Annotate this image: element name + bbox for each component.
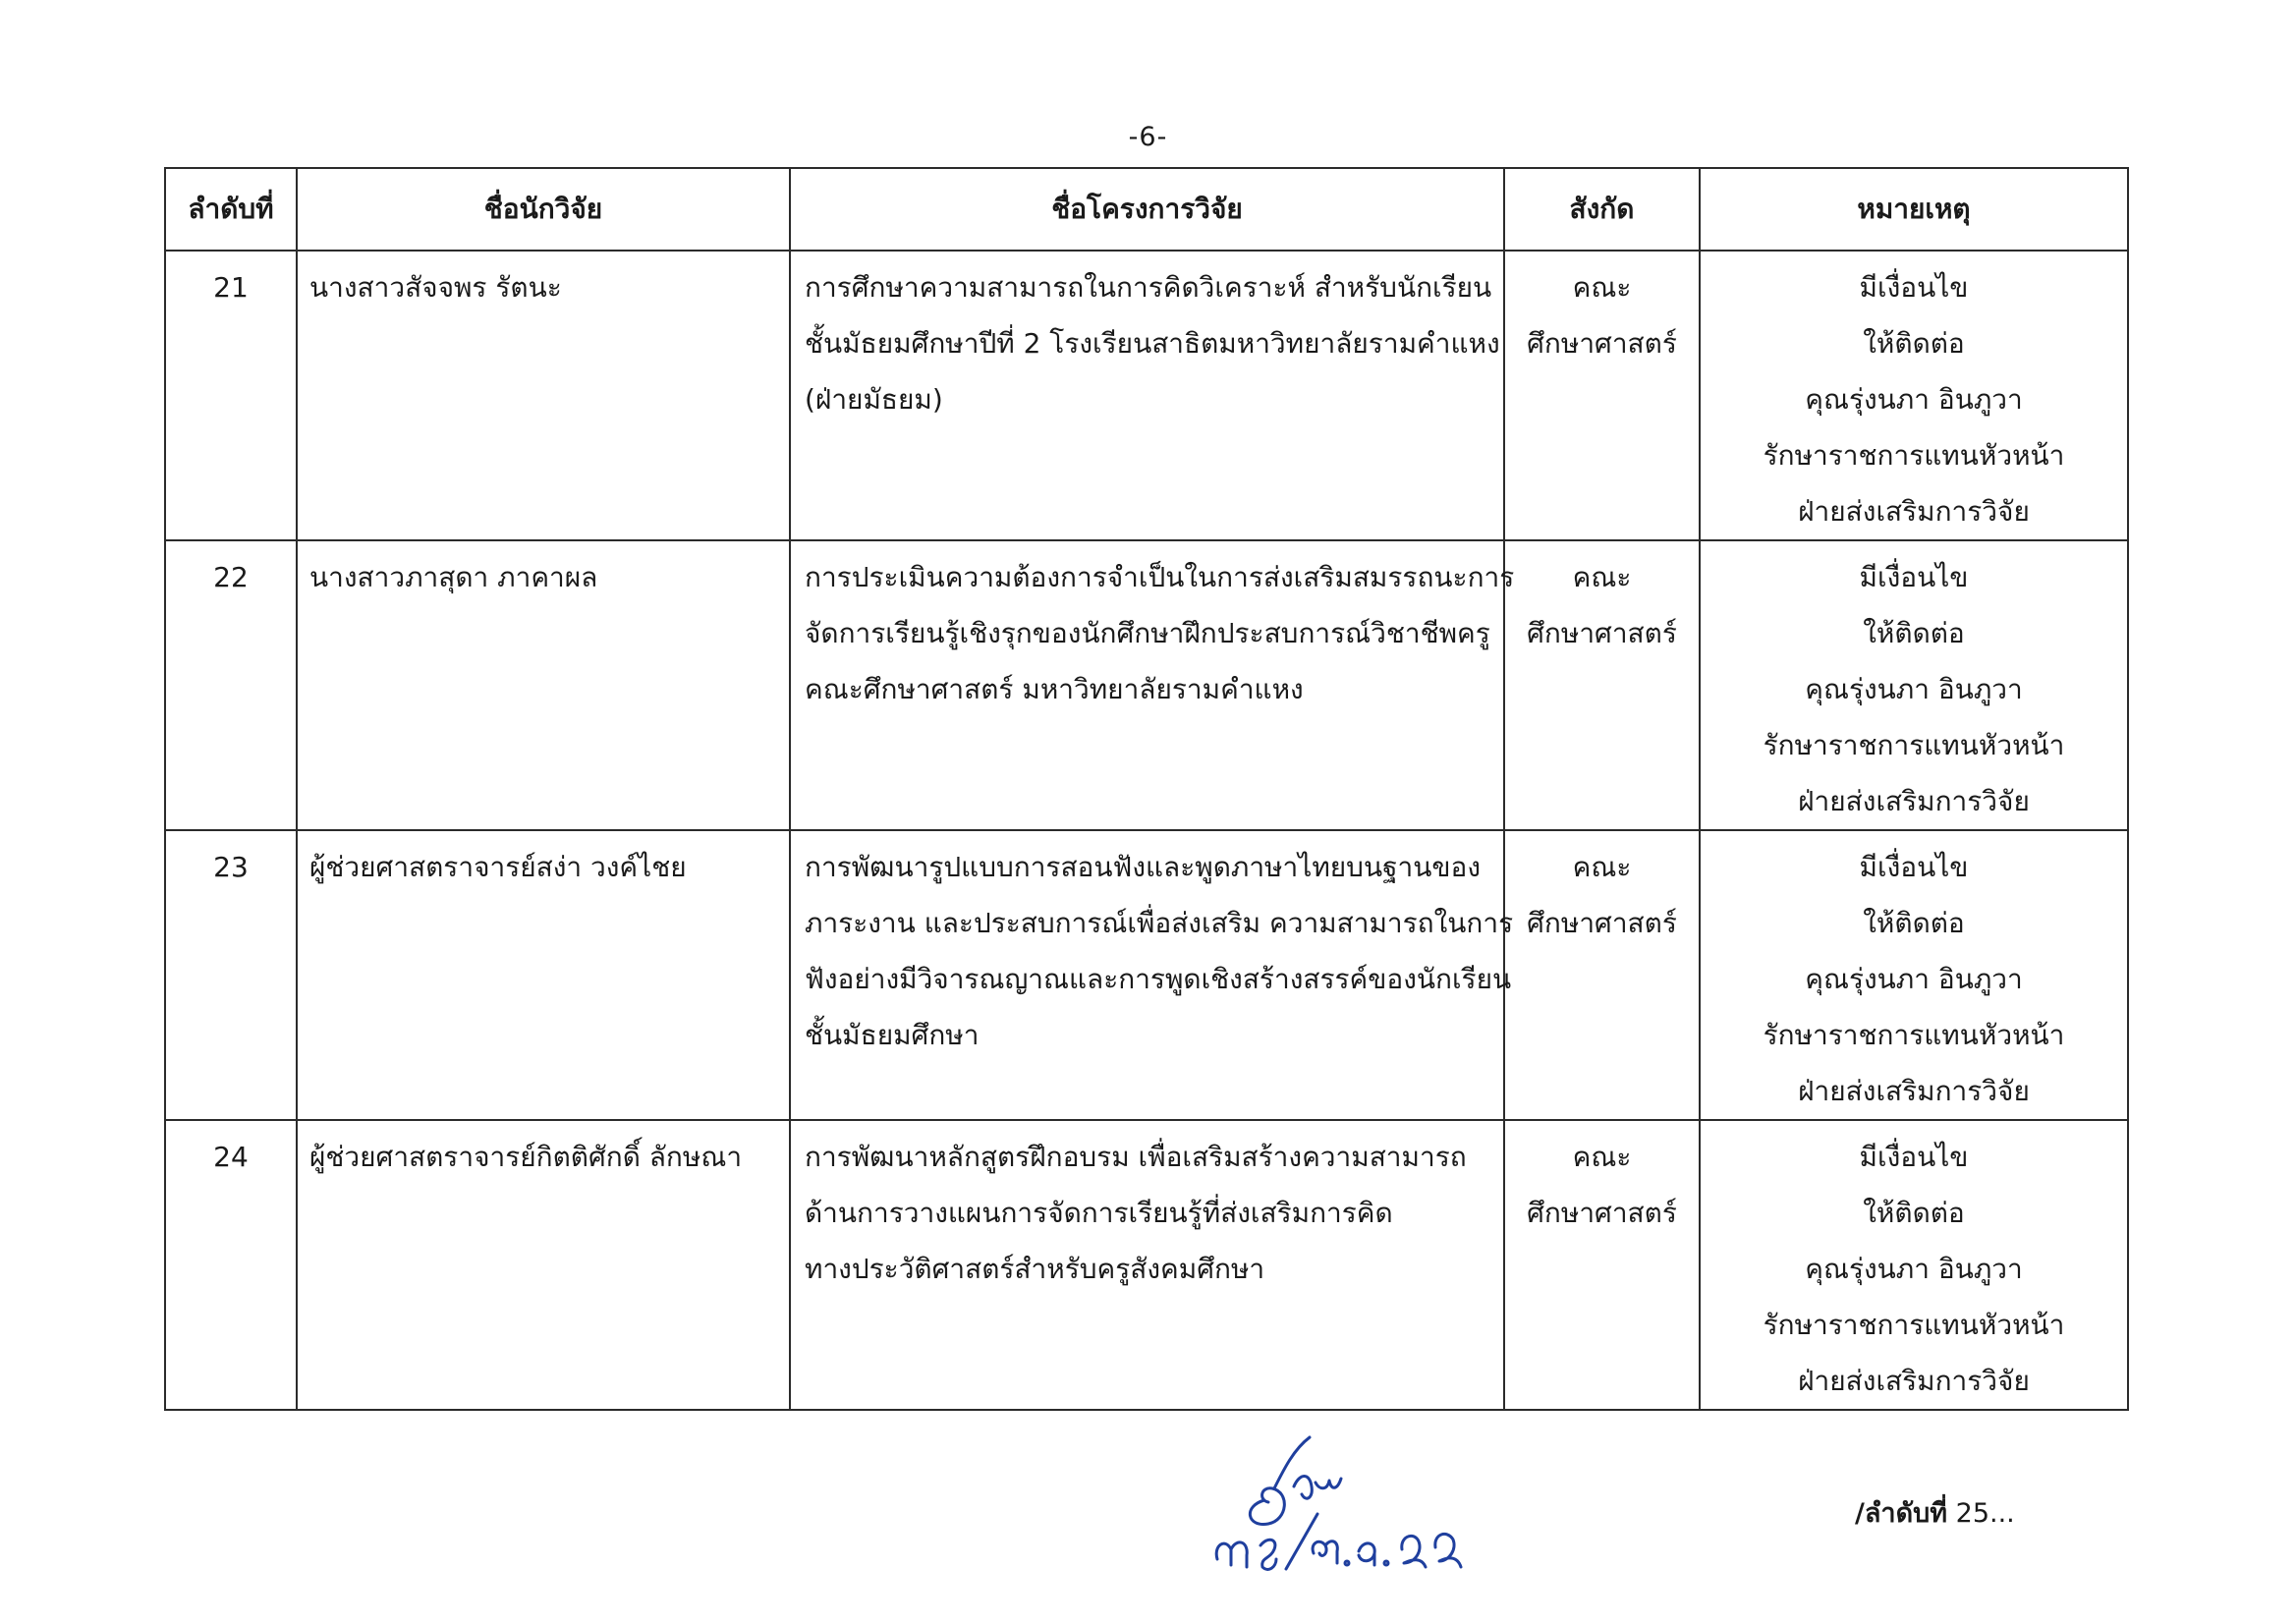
project-title-line: คณะศึกษาศาสตร์ มหาวิทยาลัยรามคำแหง	[805, 673, 1304, 705]
project-title-line: ทางประวัติศาสตร์สำหรับครูสังคมศึกษา	[805, 1253, 1265, 1285]
table-header-row	[165, 168, 2128, 251]
remark: มีเงื่อนไข ให้ติดต่อ คุณรุ่งนภา อินภูวา รักษาราชการแทนหัวหน้า ฝ่ายส่งเสริมการวิจัย	[1700, 830, 2128, 1120]
project-title-line: การพัฒนารูปแบบการสอนฟังและพูดภาษาไทยบนฐานของ	[805, 851, 1482, 883]
table-row	[165, 540, 2128, 830]
signature-stroke	[1384, 1561, 1388, 1565]
header-researcher-name: ชื่อนักวิจัย	[297, 168, 790, 251]
signature-stroke	[1316, 1479, 1341, 1488]
header-no: ลำดับที่	[165, 168, 297, 251]
researcher-name: ผู้ช่วยศาสตราจารย์สง่า วงค์ไชย	[297, 830, 790, 1120]
signature-stroke	[1274, 1437, 1310, 1488]
table-row	[165, 251, 2128, 540]
remark: มีเงื่อนไข ให้ติดต่อ คุณรุ่งนภา อินภูวา รักษาราชการแทนหัวหน้า ฝ่ายส่งเสริมการวิจัย	[1700, 1120, 2128, 1410]
research-table	[164, 167, 2129, 1411]
continuation-note	[1855, 1491, 2015, 1534]
table-row	[165, 830, 2128, 1120]
signature-stroke	[1286, 1514, 1317, 1569]
handwritten-signature	[1204, 1429, 1498, 1577]
project-title	[790, 251, 1504, 540]
researcher-name: นางสาวสัจจพร รัตนะ	[297, 251, 790, 540]
project-title	[790, 540, 1515, 830]
affiliation: คณะ ศึกษาศาสตร์	[1504, 540, 1700, 830]
signature-stroke	[1402, 1536, 1426, 1567]
remark: มีเงื่อนไข ให้ติดต่อ คุณรุ่งนภา อินภูวา รักษาราชการแทนหัวหน้า ฝ่ายส่งเสริมการวิจัย	[1700, 251, 2128, 540]
project-title	[790, 830, 1514, 1120]
header-project-name: ชื่อโครงการวิจัย	[790, 168, 1504, 251]
signature-stroke	[1260, 1540, 1276, 1569]
page-number: -6-	[1128, 122, 1168, 152]
signature-stroke	[1435, 1534, 1461, 1567]
project-title	[790, 1120, 1504, 1410]
continuation-value: 25...	[1955, 1498, 2015, 1529]
row-no: 23	[165, 830, 297, 1120]
researcher-name: นางสาวภาสุดา ภาคาผล	[297, 540, 790, 830]
project-title-line: การพัฒนาหลักสูตรฝึกอบรม เพื่อเสริมสร้างความสามารถ	[805, 1141, 1467, 1173]
signature-stroke	[1359, 1543, 1374, 1565]
signature-stroke	[1294, 1477, 1312, 1499]
project-title-line: ชั้นมัธยมศึกษา	[805, 1019, 980, 1051]
project-title-line: (ฝ่ายมัธยม)	[805, 383, 943, 416]
table-row	[165, 1120, 2128, 1410]
row-no: 22	[165, 540, 297, 830]
signature-stroke	[1250, 1488, 1284, 1525]
project-title-line: ด้านการวางแผนการจัดการเรียนรู้ที่ส่งเสริมการคิด	[805, 1197, 1393, 1229]
project-title-line: ชั้นมัธยมศึกษาปีที่ 2 โรงเรียนสาธิตมหาวิทยาลัยรามคำแหง	[805, 327, 1500, 360]
project-title-line: การศึกษาความสามารถในการคิดวิเคราะห์ สำหรับนักเรียน	[805, 271, 1492, 304]
header-affiliation: สังกัด	[1504, 168, 1700, 251]
remark: มีเงื่อนไข ให้ติดต่อ คุณรุ่งนภา อินภูวา รักษาราชการแทนหัวหน้า ฝ่ายส่งเสริมการวิจัย	[1700, 540, 2128, 830]
project-title-line: จัดการเรียนรู้เชิงรุกของนักศึกษาฝึกประสบการณ์วิชาชีพครู	[805, 617, 1490, 649]
project-title-line: การประเมินความต้องการจำเป็นในการส่งเสริมสมรรถนะการ	[805, 561, 1515, 593]
project-title-line: ฟังอย่างมีวิจารณญาณและการพูดเชิงสร้างสรรค์ของนักเรียน	[805, 963, 1512, 995]
affiliation: คณะ ศึกษาศาสตร์	[1504, 251, 1700, 540]
row-no: 21	[165, 251, 297, 540]
header-remark: หมายเหตุ	[1700, 168, 2128, 251]
affiliation: คณะ ศึกษาศาสตร์	[1504, 830, 1700, 1120]
affiliation: คณะ ศึกษาศาสตร์	[1504, 1120, 1700, 1410]
row-no: 24	[165, 1120, 297, 1410]
signature-stroke	[1345, 1561, 1349, 1565]
researcher-name: ผู้ช่วยศาสตราจารย์กิตติศักดิ์ ลักษณา	[297, 1120, 790, 1410]
project-title-line: ภาระงาน และประสบการณ์เพื่อส่งเสริม ความสามารถในการ	[805, 907, 1514, 939]
signature-stroke	[1216, 1542, 1247, 1567]
signature-stroke	[1313, 1541, 1337, 1563]
continuation-prefix: /ลำดับที่	[1855, 1498, 1948, 1529]
